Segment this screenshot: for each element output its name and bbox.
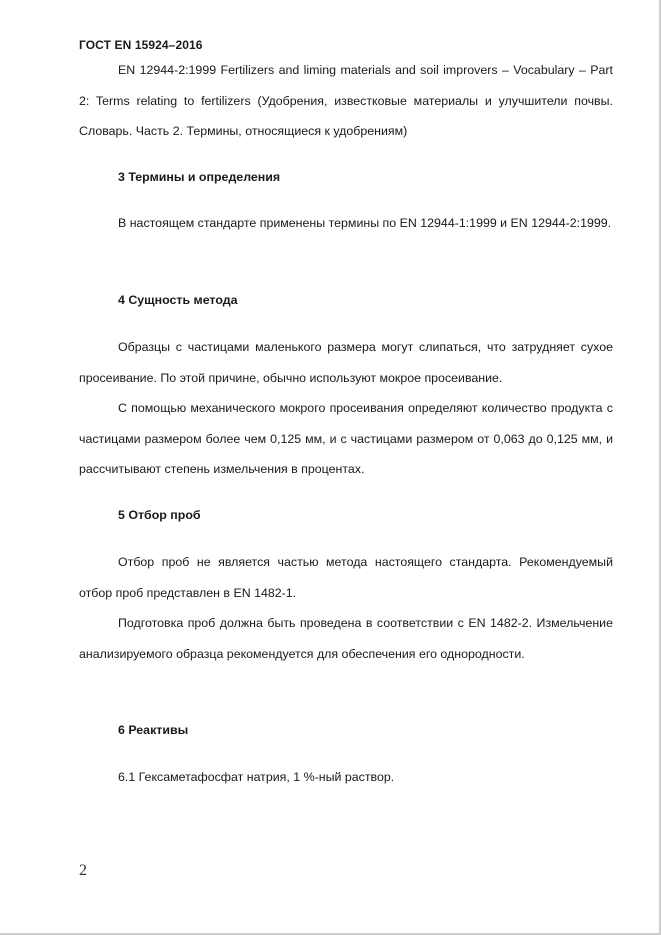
reference-paragraph: EN 12944-2:1999 Fertilizers and liming materials and soil improvers – Vocabulary – Part 2: Terms relating to fertilizers (Удобрения, известковые материалы и улучшители почвы. Словарь. Часть 2. Термины, относящиеся к удобрениям) [79,63,613,139]
section-heading-terms: 3 Термины и определения [118,170,281,184]
section-heading-reagents: 6 Реактивы [118,723,189,737]
sampling-paragraph-2: Подготовка проб должна быть проведена в соответствии с EN 1482-2. Измельчение анализируемого образца рекомендуется для обеспечения его однородности. [79,616,613,661]
method-paragraph-1: Образцы с частицами маленького размера могут слипаться, что затрудняет сухое просеивание. По этой причине, обычно используют мокрое просеивание. [79,340,613,385]
document-code-header: ГОСТ EN 15924–2016 [79,38,203,52]
method-paragraph-2: С помощью механического мокрого просеивания определяют количество продукта с частицами размером более чем 0,125 мм, и с частицами размером от 0,063 до 0,125 мм, и рассчитывают степень измельчения в процентах. [79,401,613,477]
sampling-paragraph-1: Отбор проб не является частью метода настоящего стандарта. Рекомендуемый отбор проб представлен в EN 1482-1. [79,555,613,600]
page-number: 2 [79,862,87,879]
reagent-item-6-1: 6.1 Гексаметафосфат натрия, 1 %-ный раствор. [118,770,395,784]
section-heading-method: 4 Сущность метода [118,293,238,307]
section-heading-sampling: 5 Отбор проб [118,508,201,522]
terms-paragraph: В настоящем стандарте применены термины по EN 12944-1:1999 и EN 12944-2:1999. [118,216,612,230]
